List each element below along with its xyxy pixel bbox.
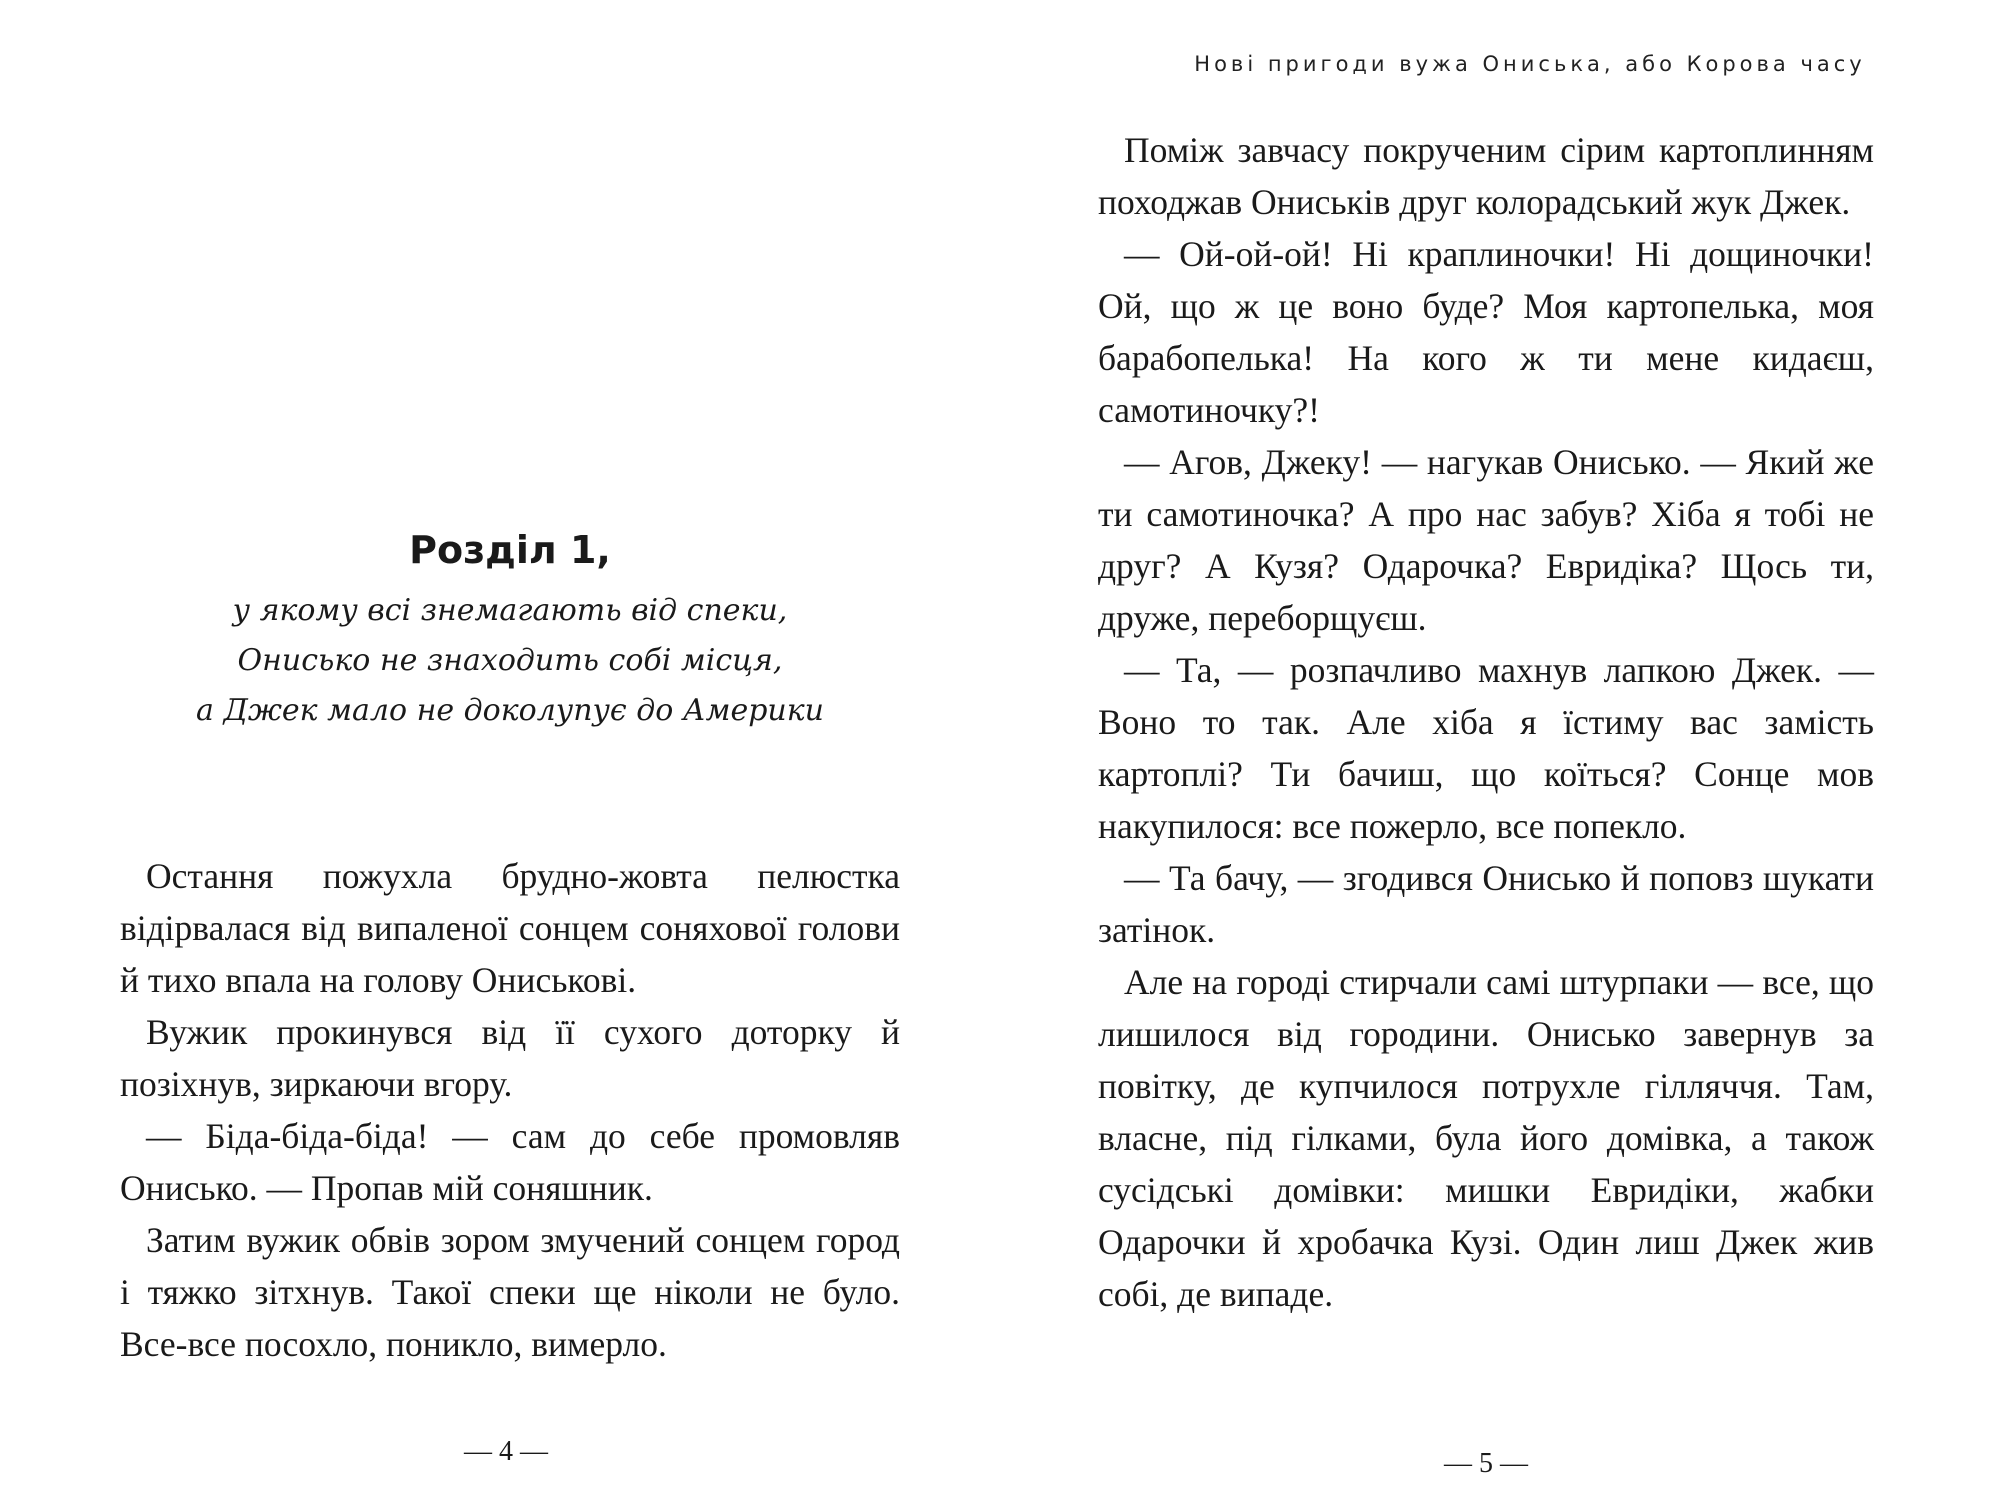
right-page-body bbox=[1098, 124, 1874, 1320]
paragraph: Поміж завчасу покрученим сірим картоплинням походжав Ониськів друг колорадський жук Джек. bbox=[1098, 130, 1874, 222]
page-number: — 5 — bbox=[1444, 1448, 1528, 1479]
chapter-subtitle-line: а Джек мало не доколупує до Америки bbox=[196, 693, 824, 728]
paragraph: — Та, — розпачливо махнув лапкою Джек. — Воно то так. Але хіба я їстиму вас замість картоплі? Ти бачиш, що коїться? Сонце мов накупилося: все пожерло, все попекло. bbox=[1098, 650, 1874, 846]
paragraph: — Агов, Джеку! — нагукав Онисько. — Який же ти самотиночка? А про нас забув? Хіба я тобі не друг? А Кузя? Одарочка? Евридіка? Щось ти, друже, переборщуєш. bbox=[1098, 442, 1874, 638]
chapter-subtitle bbox=[160, 586, 860, 736]
paragraph: Затим вужик обвів зором змучений сонцем город і тяжко зітхнув. Такої спеки ще ніколи не було. Все-все посохло, поникло, вимерло. bbox=[120, 1220, 900, 1364]
running-header: Нові пригоди вужа Ониська, або Корова часу bbox=[1194, 52, 1866, 76]
left-page-body bbox=[120, 850, 900, 1370]
right-page bbox=[1000, 0, 2000, 1496]
paragraph: Остання пожухла брудно-жовта пелюстка відірвалася від випаленої сонцем соняхової голови й тихо впала на голову Ониськові. bbox=[120, 856, 900, 1000]
paragraph: Вужик прокинувся від її сухого доторку й позіхнув, зиркаючи вгору. bbox=[120, 1012, 900, 1104]
paragraph: — Ой-ой-ой! Ні краплиночки! Ні дощиночки! Ой, що ж це воно буде? Моя картопелька, моя барабопелька! На кого ж ти мене кидаєш, самотиночку?! bbox=[1098, 234, 1874, 430]
chapter-subtitle-line: Онисько не знаходить собі місця, bbox=[237, 643, 783, 678]
chapter-heading bbox=[160, 528, 860, 736]
paragraph: — Біда-біда-біда! — сам до себе промовляв Онисько. — Пропав мій соняшник. bbox=[120, 1116, 900, 1208]
page-number: — 4 — bbox=[464, 1436, 548, 1467]
chapter-subtitle-line: у якому всі знемагають від спеки, bbox=[232, 593, 788, 628]
paragraph: Але на городі стирчали самі штурпаки — все, що лишилося від городини. Онисько завернув за повітку, де купчилося потрухле гілляччя. Там, власне, під гілками, була його домівка, а також сусідські домівки: мишки Евридіки, жабки Одарочки й хробачка Кузі. Один лиш Джек жив собі, де випаде. bbox=[1098, 962, 1874, 1314]
paragraph: — Та бачу, — згодився Онисько й поповз шукати затінок. bbox=[1098, 858, 1874, 950]
chapter-title: Розділ 1, bbox=[409, 528, 611, 572]
